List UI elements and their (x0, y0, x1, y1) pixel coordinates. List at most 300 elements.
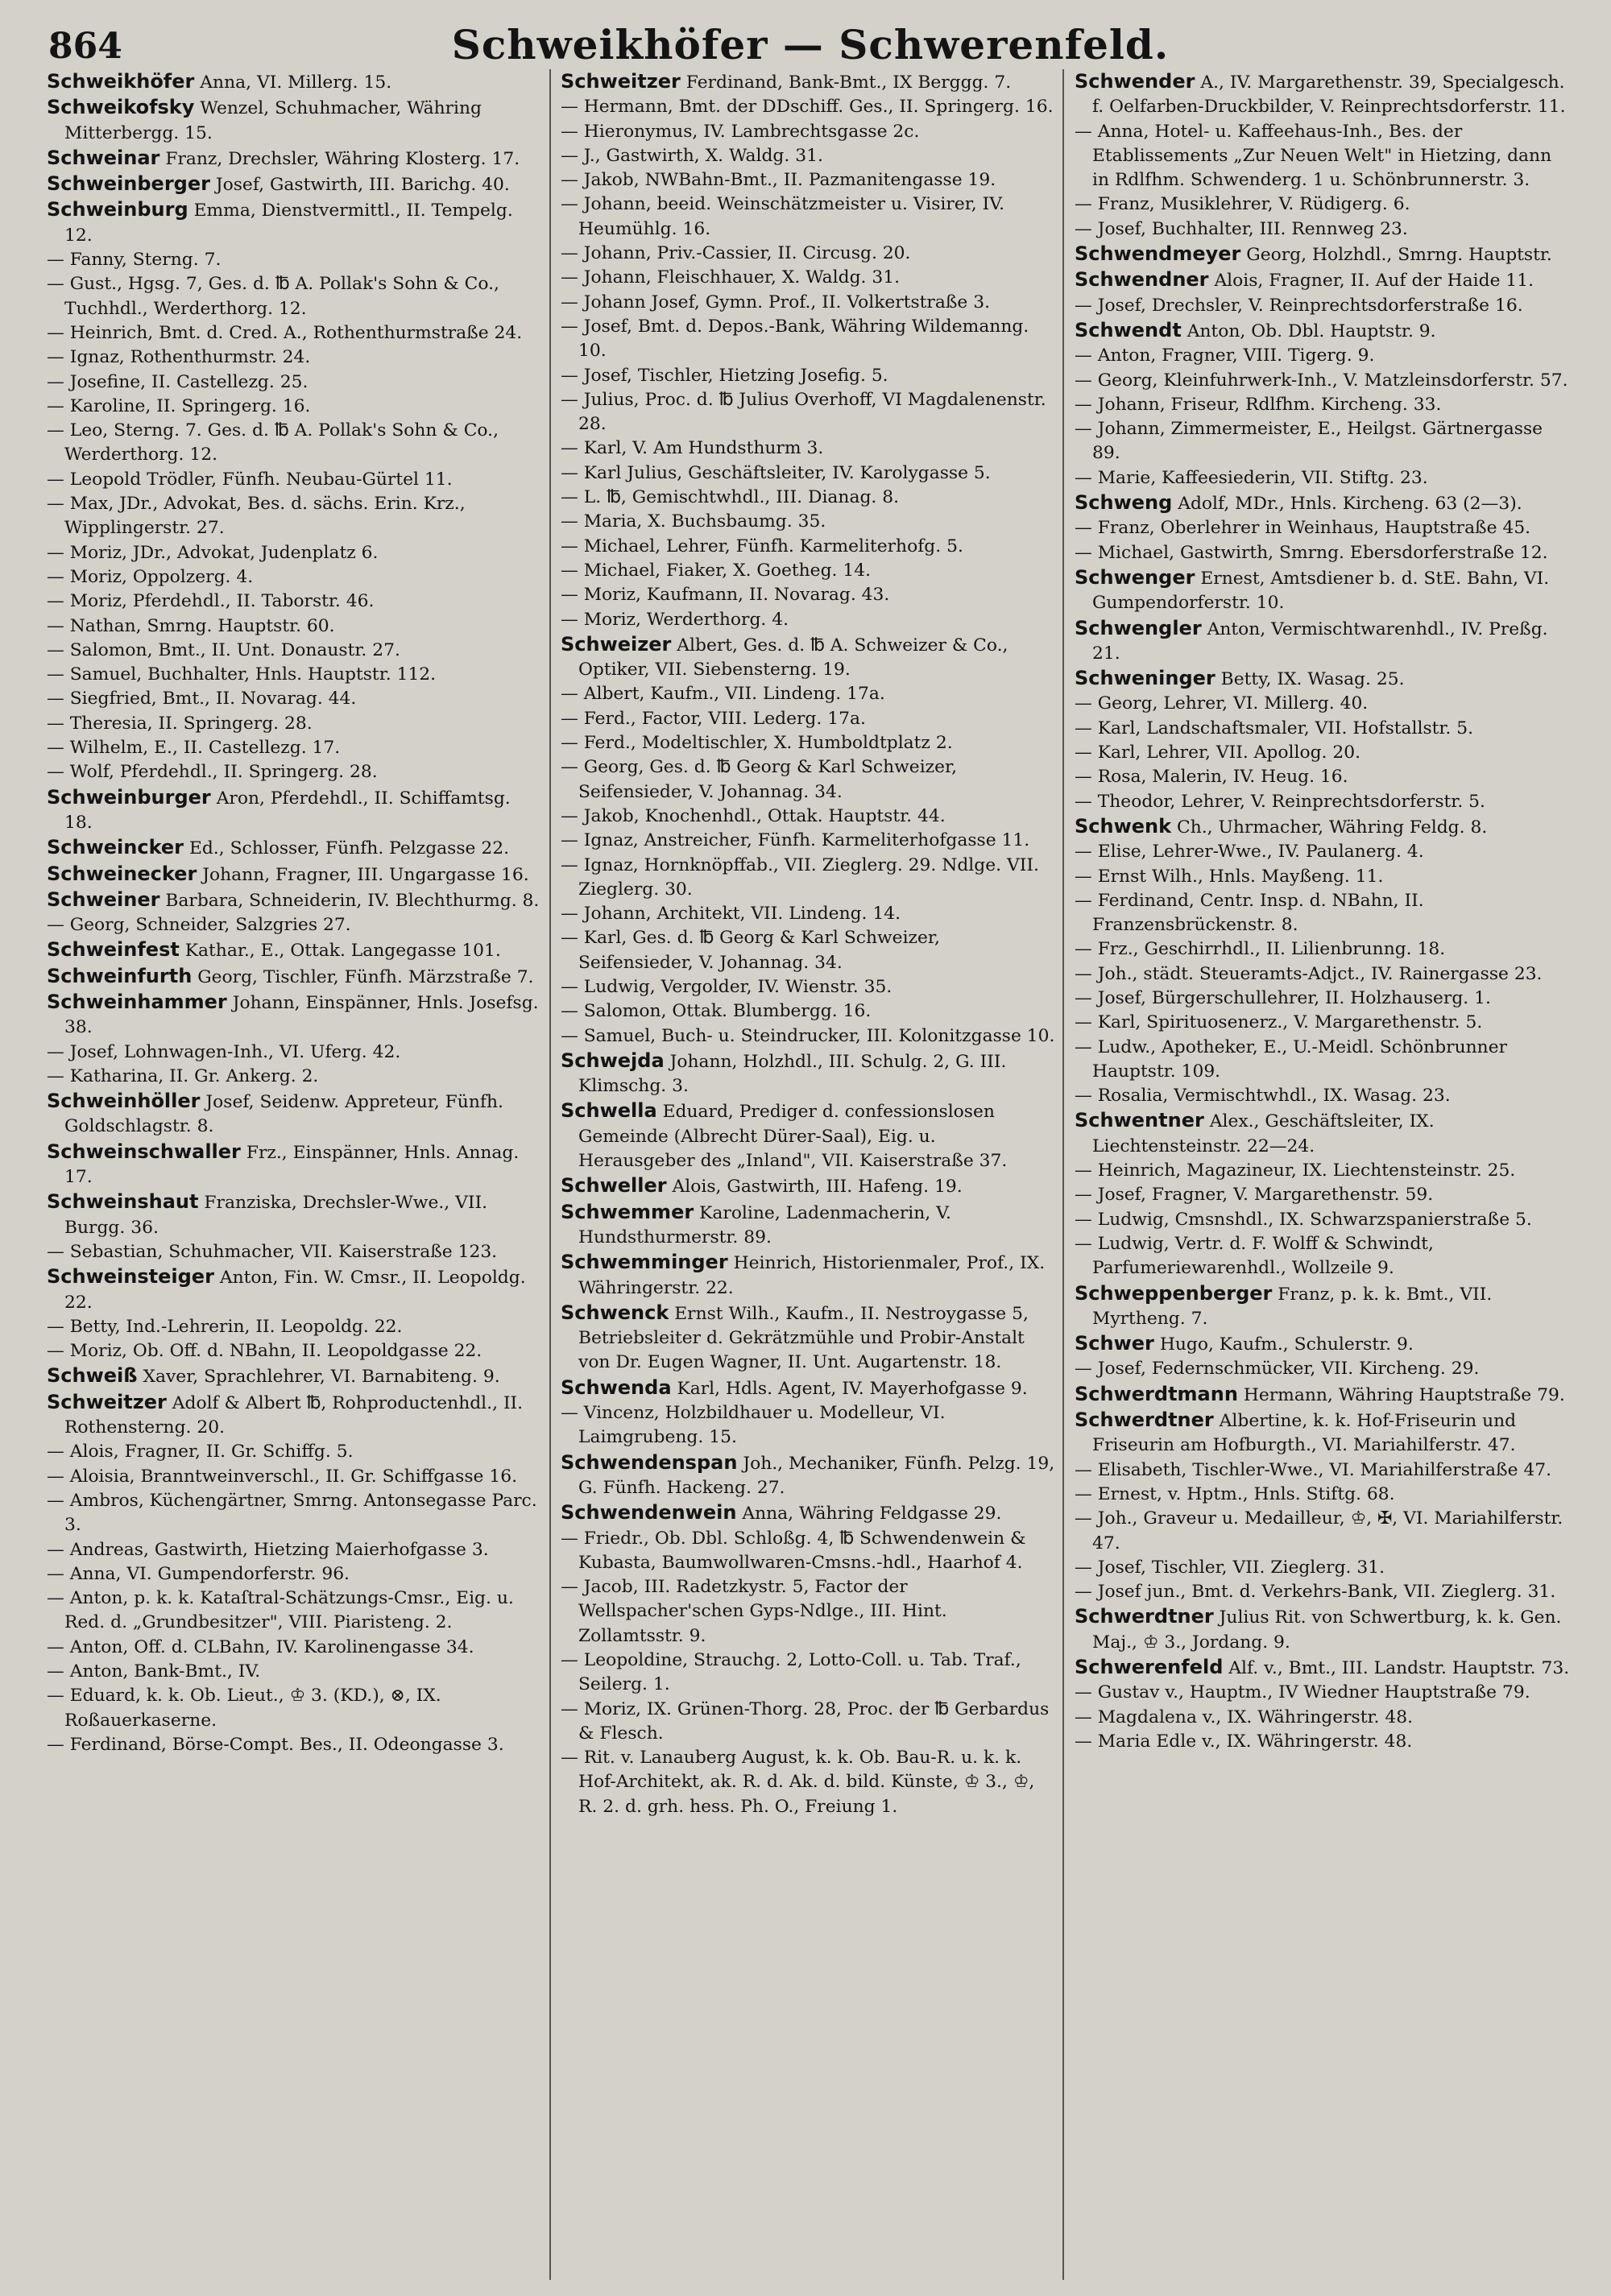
surname-heading: Schwella (561, 1099, 657, 1123)
entry-text: Josef, Seidenw. Appreteur, Fünfh. Goldschlagstr. 8. (64, 1092, 503, 1137)
surname-heading: Schweincker (47, 836, 184, 859)
surname-heading: Schweinfest (47, 938, 180, 962)
directory-entry (561, 144, 1058, 168)
entry-text: — Karl, Lehrer, VII. Apollog. 20. (1075, 743, 1361, 763)
directory-entry-head (47, 172, 544, 197)
entry-text: Johann, Einspänner, Hnls. Josefsg. 38. (64, 992, 539, 1038)
entry-text: — Ludw., Apotheker, E., U.-Meidl. Schönbrunner Hauptstr. 109. (1075, 1036, 1508, 1082)
entry-text: — Josef, Buchhalter, III. Rennweg 23. (1075, 218, 1408, 239)
surname-heading: Schweinhöller (47, 1090, 201, 1113)
entry-text: — Fanny, Sterng. 7. (47, 250, 222, 271)
directory-entry (561, 975, 1058, 999)
entry-text: — Ferdinand, Centr. Insp. d. NBahn, II. Franzensbrückenstr. 8. (1075, 890, 1424, 936)
entry-text: — Eduard, k. k. Ob. Lieut., ♔ 3. (KD.), ⊗, IX. Roßauerkaserne. (47, 1686, 441, 1731)
directory-entry-head (47, 197, 544, 248)
entry-text: — Karl, Ges. d. ℔ Georg & Karl Schweizer, Seifensieder, V. Johannag. 34. (561, 928, 940, 973)
entry-text: — Josef, Bürgerschullehrer, II. Holzhauserg. 1. (1075, 987, 1491, 1008)
directory-entry-head (47, 937, 544, 963)
directory-entry (1075, 1580, 1572, 1604)
directory-entry (47, 1587, 544, 1636)
directory-entry (561, 902, 1058, 926)
directory-entry (1075, 1232, 1572, 1281)
entry-text: Ernest, Amtsdiener b. d. StE. Bahn, VI. Gumpendorferstr. 10. (1092, 568, 1550, 614)
directory-entry (561, 510, 1058, 534)
surname-heading: Schweinsteiger (47, 1265, 214, 1289)
entry-text: — Jakob, Knochenhdl., Ottak. Hauptstr. 44. (561, 805, 946, 826)
column-1 (47, 69, 544, 2284)
entry-text: — Katharina, II. Gr. Ankerg. 2. (47, 1065, 319, 1086)
entry-text: — Nathan, Smrng. Hauptstr. 60. (47, 615, 335, 636)
surname-heading: Schwejda (561, 1049, 665, 1072)
directory-entry (561, 608, 1058, 632)
surname-heading: Schwendenwein (561, 1501, 737, 1524)
directory-entry (561, 999, 1058, 1024)
directory-entry-head (561, 69, 1058, 95)
directory-entry (561, 291, 1058, 315)
directory-entry-head (561, 1049, 1058, 1099)
directory-entry-head (47, 964, 544, 990)
entry-text: — Joh., Graveur u. Medailleur, ♔, ✠, VI. Mariahilferstr. 47. (1075, 1508, 1563, 1553)
entry-text: — Ludwig, Vertr. d. F. Wolff & Schwindt, Parfumeriewarenhdl., Wollzeile 9. (1075, 1233, 1434, 1279)
entry-text: Barbara, Schneiderin, IV. Blechthurmg. 8. (159, 890, 540, 911)
entry-text: — Elisabeth, Tischler-Wwe., VI. Mariahilferstraße 47. (1075, 1459, 1552, 1480)
directory-entry (1075, 692, 1572, 716)
directory-entry (47, 590, 544, 614)
entry-text: — Rosalia, Vermischtwhdl., IX. Wasag. 23. (1075, 1086, 1451, 1107)
directory-entry (1075, 889, 1572, 938)
surname-heading: Schweinburger (47, 785, 211, 809)
entry-text: — Wolf, Pferdehdl., II. Springerg. 28. (47, 762, 378, 783)
directory-entry (561, 926, 1058, 975)
directory-entry-head (1075, 814, 1572, 840)
entry-text: Kathar., E., Ottak. Langegasse 101. (179, 941, 501, 962)
directory-entry-head (1075, 318, 1572, 344)
entry-text: — Georg, Schneider, Salzgries 27. (47, 915, 351, 936)
entry-text: Betty, IX. Wasag. 25. (1215, 669, 1405, 690)
directory-entry (47, 687, 544, 711)
entry-text: Ernst Wilh., Kaufm., II. Nestroygasse 5, Betriebsleiter d. Gekrätzmühle und Probir-Anstalt von Dr. Eugen Wagner, II. Unt. Augartenstr. 18. (578, 1303, 1029, 1373)
directory-entry (561, 707, 1058, 731)
entry-text: — Josef, Bmt. d. Depos.-Bank, Währing Wildemanng. 10. (561, 316, 1029, 362)
directory-entry (1075, 962, 1572, 987)
directory-entry (47, 1562, 544, 1587)
directory-entry (561, 805, 1058, 829)
entry-text: — Josefine, II. Castellezg. 25. (47, 371, 309, 392)
directory-entry (1075, 765, 1572, 789)
surname-heading: Schwerenfeld (1075, 1656, 1224, 1678)
directory-entry (47, 1684, 544, 1733)
entry-text: — Michael, Lehrer, Fünfh. Karmeliterhofg. 5. (561, 536, 963, 556)
entry-text: — Leopoldine, Strauchg. 2, Lotto-Coll. u. Tab. Traf., Seilerg. 1. (561, 1650, 1021, 1695)
entry-text: Emma, Dienstvermittl., II. Tempelg. 12. (64, 201, 513, 246)
directory-entry (47, 272, 544, 321)
surname-heading: Schwemmer (561, 1200, 694, 1223)
entry-text: A., IV. Margarethenstr. 39, Specialgesch. f. Oelfarben-Druckbilder, V. Reinprechtsdorferstr. 11. (1092, 72, 1566, 118)
directory-entry-head (47, 1264, 544, 1315)
entry-text: Alf. v., Bmt., III. Landstr. Hauptstr. 73. (1223, 1658, 1570, 1678)
directory-entry (1075, 294, 1572, 318)
entry-text: — Ludwig, Cmsnshdl., IX. Schwarzspanierstraße 5. (1075, 1209, 1532, 1230)
entry-text: — Gustav v., Hauptm., IV Wiedner Hauptstraße 79. (1075, 1682, 1530, 1703)
entry-text: — Moriz, JDr., Advokat, Judenplatz 6. (47, 542, 379, 563)
directory-entry (1075, 466, 1572, 490)
entry-text: — Elise, Lehrer-Wwe., IV. Paulanerg. 4. (1075, 842, 1424, 863)
entry-text: — Ignaz, Rothenthurmstr. 24. (47, 347, 311, 368)
entry-text: — Rosa, Malerin, IV. Heug. 16. (1075, 767, 1348, 788)
entry-text: — Magdalena v., IX. Währingerstr. 48. (1075, 1706, 1414, 1727)
entry-text: Anna, VI. Millerg. 15. (194, 72, 392, 93)
directory-entry (561, 1649, 1058, 1698)
surname-heading: Schweninger (1075, 667, 1215, 690)
entry-text: — Ignaz, Anstreicher, Fünfh. Karmeliterhofgasse 11. (561, 830, 1030, 851)
entry-text: — Betty, Ind.-Lehrerin, II. Leopoldg. 22. (47, 1316, 403, 1337)
directory-entry (561, 436, 1058, 461)
surname-heading: Schweinberger (47, 172, 210, 196)
directory-entry (47, 736, 544, 760)
entry-text: — Aloisia, Branntweinverschl., II. Gr. Schiffgasse 16. (47, 1466, 518, 1487)
entry-text: — Ferd., Factor, VIII. Lederg. 17a. (561, 708, 866, 729)
directory-entry (1075, 1483, 1572, 1507)
directory-entry (1075, 1011, 1572, 1035)
surname-heading: Schwerdtner (1075, 1605, 1214, 1628)
entry-text: Johann, Fragner, III. Ungargasse 16. (197, 864, 529, 885)
entry-text: — Maria, X. Buchsbaumg. 35. (561, 511, 826, 532)
entry-text: — Sebastian, Schuhmacher, VII. Kaiserstraße 123. (47, 1241, 498, 1262)
directory-entry-head (47, 990, 544, 1040)
entry-text: Johann, Holzhdl., III. Schulg. 2, G. III. Klimschg. 3. (578, 1051, 1007, 1097)
entry-text: — Leo, Sterng. 7. Ges. d. ℔ A. Pollak's Sohn & Co., Werderthorg. 12. (47, 420, 499, 465)
entry-text: Adolf, MDr., Hnls. Kircheng. 63 (2—3). (1172, 494, 1522, 515)
directory-entry-head (1075, 267, 1572, 293)
directory-entry (561, 266, 1058, 290)
surname-heading: Schwenger (1075, 565, 1195, 589)
surname-heading: Schwengler (1075, 616, 1202, 639)
directory-entry (561, 315, 1058, 364)
directory-entry-head (561, 632, 1058, 683)
directory-entry (47, 1315, 544, 1339)
entry-text: — Karoline, II. Springerg. 16. (47, 395, 311, 416)
entry-text: Josef, Gastwirth, III. Barichg. 40. (209, 175, 510, 196)
directory-entry (1075, 1036, 1572, 1085)
directory-entry (561, 559, 1058, 583)
directory-entry (47, 492, 544, 541)
directory-entry-head (47, 862, 544, 887)
directory-entry (47, 1240, 544, 1264)
entry-text: Ferdinand, Bank-Bmt., IX Berggg. 7. (680, 72, 1012, 93)
directory-entry-head (47, 1189, 544, 1240)
entry-text: — Anton, Off. d. CLBahn, IV. Karolinengasse 34. (47, 1636, 474, 1657)
entry-text: — Moriz, IX. Grünen-Thorg. 28, Proc. der ℔ Gerbardus & Flesch. (561, 1698, 1050, 1744)
entry-text: — Georg, Kleinfuhrwerk-Inh., V. Matzleinsdorferstr. 57. (1075, 370, 1568, 391)
directory-entry (47, 1440, 544, 1464)
entry-text: — Ambros, Küchengärtner, Smrng. Antonsegasse Parc. 3. (47, 1490, 537, 1536)
entry-text: — Theodor, Lehrer, V. Reinprechtsdorferstr. 5. (1075, 791, 1485, 812)
directory-entry (561, 120, 1058, 144)
directory-entry-head (1075, 490, 1572, 516)
entry-text: — Ferd., Modeltischler, X. Humboldtplatz 2. (561, 733, 953, 754)
directory-entry (561, 583, 1058, 607)
directory-entry (1075, 987, 1572, 1011)
directory-entry-head (47, 95, 544, 146)
entry-text: — Anton, Fragner, VIII. Tigerg. 9. (1075, 345, 1375, 366)
directory-entry (47, 1065, 544, 1089)
entry-text: — Moriz, Werderthorg. 4. (561, 609, 789, 630)
directory-entry-head (47, 1140, 544, 1190)
surname-heading: Schweikofsky (47, 96, 195, 119)
entry-text: — Anton, p. k. k. Kataſtral-Schätzungs-Cmsr., Eig. u. Red. d. „Grundbesitzer", VIII. Piaristeng. 2. (47, 1588, 514, 1633)
entry-text: Anton, Vermischtwarenhdl., IV. Preßg. 21. (1092, 618, 1548, 664)
entry-text: — Moriz, Pferdehdl., II. Taborstr. 46. (47, 591, 375, 612)
entry-text: Xaver, Sprachlehrer, VI. Barnabiteng. 9. (137, 1367, 500, 1388)
entry-text: — Anna, Hotel- u. Kaffeehaus-Inh., Bes. der Etablissements „Zur Neuen Welt" in Hietzing, dann in Rdlfhm. Schwenderg. 1 u. Schönbrunnerstr. 3. (1075, 121, 1552, 191)
entry-text: — Michael, Gastwirth, Smrng. Ebersdorferstraße 12. (1075, 542, 1548, 563)
entry-text: — Hieronymus, IV. Lambrechtsgasse 2c. (561, 121, 920, 142)
entry-text: — Gust., Hgsg. 7, Ges. d. ℔ A. Pollak's Sohn & Co., Tuchhdl., Werderthorg. 12. (47, 274, 499, 319)
entry-text: — Salomon, Bmt., II. Unt. Donaustr. 27. (47, 639, 400, 660)
surname-heading: Schwenk (1075, 814, 1172, 838)
directory-entry-head (47, 887, 544, 913)
directory-entry (561, 854, 1058, 903)
entry-text: — Albert, Kaufm., VII. Lindeng. 17a. (561, 684, 885, 705)
directory-entry-head (561, 1250, 1058, 1301)
surname-heading: Schweikhöfer (47, 70, 195, 93)
entry-text: Alois, Gastwirth, III. Hafeng. 19. (666, 1177, 963, 1198)
surname-heading: Schwenda (561, 1376, 672, 1399)
surname-heading: Schweinburg (47, 198, 188, 221)
entry-text: — Max, JDr., Advokat, Bes. d. sächs. Erin. Krz., Wipplingerstr. 27. (47, 494, 466, 539)
directory-entry (47, 663, 544, 687)
entry-text: — Johann, Priv.-Cassier, II. Circusg. 20. (561, 243, 911, 264)
directory-entry-head (47, 835, 544, 861)
entry-text: — Marie, Kaffeesiederin, VII. Stiftg. 23. (1075, 467, 1428, 488)
entry-text: Karl, Hdls. Agent, IV. Mayerhofgasse 9. (671, 1378, 1028, 1399)
entry-text: — Jakob, NWBahn-Bmt., II. Pazmanitengasse 19. (561, 170, 996, 191)
page-number: 864 (48, 26, 122, 67)
entry-text: Alois, Fragner, II. Auf der Haide 11. (1208, 271, 1534, 292)
directory-entry-head (1075, 69, 1572, 120)
directory-entry-head (1075, 1382, 1572, 1408)
entry-text: — Moriz, Ob. Off. d. NBahn, II. Leopoldgasse 22. (47, 1341, 482, 1362)
surname-heading: Schwender (1075, 70, 1195, 93)
entry-text: — Johann, beeid. Weinschätzmeister u. Visirer, IV. Heumühlg. 16. (561, 194, 1005, 239)
directory-entry-head (47, 1089, 544, 1140)
directory-entry-head (47, 69, 544, 95)
entry-text: Ed., Schlosser, Fünfh. Pelzgasse 22. (184, 838, 510, 859)
entry-text: — Andreas, Gastwirth, Hietzing Maierhofgasse 3. (47, 1539, 489, 1560)
entry-text: — Jacob, III. Radetzkystr. 5, Factor der Wellspacher'schen Gyps-Ndlge., III. Hint. Zollamtsstr. 9. (561, 1577, 947, 1646)
surname-heading: Schweinshaut (47, 1190, 199, 1214)
directory-entry (47, 248, 544, 272)
running-head-title: Schweikhöfer — Schwerenfeld. (451, 21, 1170, 68)
directory-entry (47, 1465, 544, 1489)
directory-entry-head (1075, 565, 1572, 616)
directory-entry-head (1075, 242, 1572, 267)
entry-text: — Johann, Friseur, Rdlfhm. Kircheng. 33. (1075, 394, 1442, 415)
entry-text: — Alois, Fragner, II. Gr. Schiffg. 5. (47, 1442, 354, 1462)
directory-entry (47, 541, 544, 565)
entry-text: Ch., Uhrmacher, Währing Feldg. 8. (1171, 817, 1488, 838)
entry-text: Wenzel, Schuhmacher, Währing Mitterbergg. 15. (64, 98, 482, 143)
directory-entry (47, 565, 544, 590)
directory-entry (47, 712, 544, 736)
surname-heading: Schweiß (47, 1364, 138, 1388)
surname-heading: Schwendenspan (561, 1450, 738, 1474)
entry-text: — Josef, Fragner, V. Margarethenstr. 59. (1075, 1185, 1434, 1206)
directory-entry (47, 1660, 544, 1684)
directory-entry (1075, 741, 1572, 765)
surname-heading: Schweiner (47, 887, 160, 911)
directory-entry (47, 760, 544, 784)
surname-heading: Schweizer (561, 632, 672, 656)
entry-text: — Johann Josef, Gymn. Prof., II. Volkertstraße 3. (561, 292, 991, 312)
entry-text: Anna, Währing Feldgasse 29. (736, 1504, 1002, 1524)
directory-entry-head (561, 1500, 1058, 1526)
directory-entry (1075, 1681, 1572, 1705)
directory-entry (1075, 417, 1572, 466)
entry-text: — Johann, Fleischhauer, X. Waldg. 31. (561, 267, 901, 288)
directory-entry (561, 755, 1058, 805)
entry-text: — Samuel, Buchhalter, Hnls. Hauptstr. 112. (47, 664, 437, 685)
entry-text: Hermann, Währing Hauptstraße 79. (1237, 1384, 1565, 1405)
surname-heading: Schweinfurth (47, 964, 193, 987)
entry-text: — Moriz, Kaufmann, II. Novarag. 43. (561, 585, 890, 606)
entry-text: Anton, Ob. Dbl. Hauptstr. 9. (1181, 321, 1436, 341)
column-2 (561, 69, 1058, 2284)
entry-text: — L. ℔, Gemischtwhdl., III. Dianag. 8. (561, 487, 900, 508)
entry-text: — Moriz, Oppolzerg. 4. (47, 566, 254, 587)
surname-heading: Schweng (1075, 491, 1173, 515)
entry-text: Franz, p. k. k. Bmt., VII. Myrtheng. 7. (1092, 1284, 1493, 1329)
entry-text: Alex., Geschäftsleiter, IX. Liechtensteinstr. 22—24. (1092, 1111, 1435, 1156)
directory-entry (561, 829, 1058, 853)
surname-heading: Schwerdtmann (1075, 1382, 1238, 1405)
directory-entry (1075, 937, 1572, 962)
directory-entry-head (1075, 1108, 1572, 1159)
directory-entry (1075, 1730, 1572, 1754)
entry-text: — Ignaz, Hornknöpffab., VII. Zieglerg. 29. Ndlge. VII. Zieglerg. 30. (561, 854, 1039, 900)
directory-entry (561, 1746, 1058, 1819)
entry-text: — Josef, Tischler, VII. Zieglerg. 31. (1075, 1557, 1385, 1578)
directory-entry (47, 370, 544, 395)
directory-entry (47, 1489, 544, 1538)
directory-entry-head (561, 1098, 1058, 1173)
directory-entry-head (561, 1301, 1058, 1376)
surname-heading: Schweinecker (47, 862, 197, 885)
surname-heading: Schwendt (1075, 318, 1182, 341)
directory-entry (1075, 120, 1572, 193)
directory-entry-head (561, 1200, 1058, 1251)
surname-heading: Schweitzer (561, 70, 681, 93)
directory-entry (561, 364, 1058, 388)
directory-entry-head (1075, 1408, 1572, 1458)
entry-text: — Frz., Geschirrhdl., II. Lilienbrunng. 18. (1075, 939, 1446, 960)
surname-heading: Schwemminger (561, 1251, 728, 1274)
entry-text: Georg, Holzhdl., Smrng. Hauptstr. (1240, 245, 1552, 266)
entry-text: — Julius, Proc. d. ℔ Julius Overhoff, VI Magdalenenstr. 28. (561, 389, 1046, 435)
directory-entry (1075, 1458, 1572, 1483)
directory-entry (1075, 1208, 1572, 1232)
directory-entry (561, 168, 1058, 192)
entry-text: — Karl Julius, Geschäftsleiter, IV. Karolygasse 5. (561, 462, 991, 483)
directory-entry (561, 682, 1058, 706)
surname-heading: Schweinschwaller (47, 1140, 241, 1163)
entry-text: — Ferdinand, Börse-Compt. Bes., II. Odeongasse 3. (47, 1734, 504, 1755)
entry-text: — Franz, Oberlehrer in Weinhaus, Hauptstraße 45. (1075, 518, 1531, 539)
directory-entry (1075, 1357, 1572, 1381)
directory-entry (561, 1527, 1058, 1576)
entry-text: Karoline, Ladenmacherin, V. Hundsthurmerstr. 89. (578, 1202, 951, 1247)
directory-entry (1075, 717, 1572, 741)
entry-text: — Siegfried, Bmt., II. Novarag. 44. (47, 689, 357, 709)
directory-entry-head (561, 1173, 1058, 1199)
entry-text: — Anna, VI. Gumpendorferstr. 96. (47, 1563, 350, 1584)
directory-entry-head (1075, 1331, 1572, 1357)
directory-entry (561, 1401, 1058, 1450)
surname-heading: Schwerdtner (1075, 1409, 1214, 1432)
directory-entry (1075, 1556, 1572, 1580)
surname-heading: Schwer (1075, 1332, 1154, 1355)
entry-text: Heinrich, Historienmaler, Prof., IX. Währingerstr. 22. (578, 1253, 1046, 1298)
entry-text: Hugo, Kaufm., Schulerstr. 9. (1153, 1334, 1414, 1355)
directory-entry (1075, 1084, 1572, 1108)
entry-text: — Georg, Ges. d. ℔ Georg & Karl Schweizer, Seifensieder, V. Johannag. 34. (561, 757, 958, 802)
entry-text: — Karl, Spirituosenerz., V. Margarethenstr. 5. (1075, 1012, 1483, 1033)
entry-text: — Josef, Tischler, Hietzing Josefig. 5. (561, 365, 888, 386)
entry-text: — Ernst Wilh., Hnls. Mayßeng. 11. (1075, 866, 1384, 887)
directory-entry (47, 913, 544, 937)
entry-text: — Maria Edle v., IX. Währingerstr. 48. (1075, 1731, 1413, 1752)
entry-text: — Josef, Drechsler, V. Reinprechtsdorferstraße 16. (1075, 295, 1523, 316)
directory-entry (1075, 541, 1572, 565)
entry-text: — Ludwig, Vergolder, IV. Wienstr. 35. (561, 976, 892, 997)
entry-text: — Heinrich, Bmt. d. Cred. A., Rothenthurmstraße 24. (47, 322, 523, 343)
entry-text: — Michael, Fiaker, X. Goetheg. 14. (561, 560, 872, 581)
directory-entry (47, 1040, 544, 1065)
directory-entry (561, 486, 1058, 510)
entry-text: — Friedr., Ob. Dbl. Schloßg. 4, ℔ Schwendenwein & Kubasta, Baumwollwaren-Cmsns.-hdl., Haarhof 4. (561, 1528, 1026, 1573)
entry-text: Joh., Mechaniker, Fünfh. Pelzg. 19, G. Fünfh. Hackeng. 27. (578, 1453, 1055, 1498)
directory-entry-head (47, 146, 544, 172)
directory-entry (1075, 865, 1572, 889)
entry-text: — Hermann, Bmt. der DDschiff. Ges., II. Springerg. 16. (561, 97, 1054, 118)
entry-text: Adolf & Albert ℔, Rohproductenhdl., II. Rothensterng. 20. (64, 1392, 524, 1438)
directory-entry (1075, 217, 1572, 242)
directory-entry (561, 1024, 1058, 1049)
directory-entry-head (1075, 666, 1572, 692)
entry-text: — Samuel, Buch- u. Steindrucker, III. Kolonitzgasse 10. (561, 1025, 1055, 1046)
directory-entry (1075, 344, 1572, 368)
column-3 (1075, 69, 1572, 2284)
surname-heading: Schweinhammer (47, 990, 227, 1013)
entry-text: Albert, Ges. d. ℔ A. Schweizer & Co., Optiker, VII. Siebensterng. 19. (578, 635, 1008, 681)
directory-entry (561, 192, 1058, 242)
entry-text: — Salomon, Ottak. Blumbergg. 16. (561, 1001, 872, 1022)
entry-text: — Georg, Lehrer, VI. Millerg. 40. (1075, 693, 1369, 714)
directory-entry (47, 419, 544, 468)
directory-entry (47, 321, 544, 345)
entry-text: — Karl, Landschaftsmaler, VII. Hofstallstr. 5. (1075, 718, 1474, 738)
directory-entry (561, 242, 1058, 266)
directory-entry-head (1075, 1281, 1572, 1332)
directory-entry-head (561, 1450, 1058, 1501)
surname-heading: Schweinar (47, 146, 160, 169)
entry-text: — Rit. v. Lanauberg August, k. k. Ob. Bau-R. u. k. k. Hof-Architekt, ak. R. d. Ak. d. bild. Künste, ♔ 3., ♔, R. 2. d. grh. hess. Ph. O., Freiung 1. (561, 1748, 1035, 1817)
entry-text: — Johann, Zimmermeister, E., Heilgst. Gärtnergasse 89. (1075, 419, 1543, 464)
directory-entry (561, 95, 1058, 119)
entry-text: — Josef jun., Bmt. d. Verkehrs-Bank, VII. Zieglerg. 31. (1075, 1582, 1556, 1603)
directory-entry (561, 461, 1058, 486)
entry-text: — Karl, V. Am Hundsthurm 3. (561, 438, 824, 459)
